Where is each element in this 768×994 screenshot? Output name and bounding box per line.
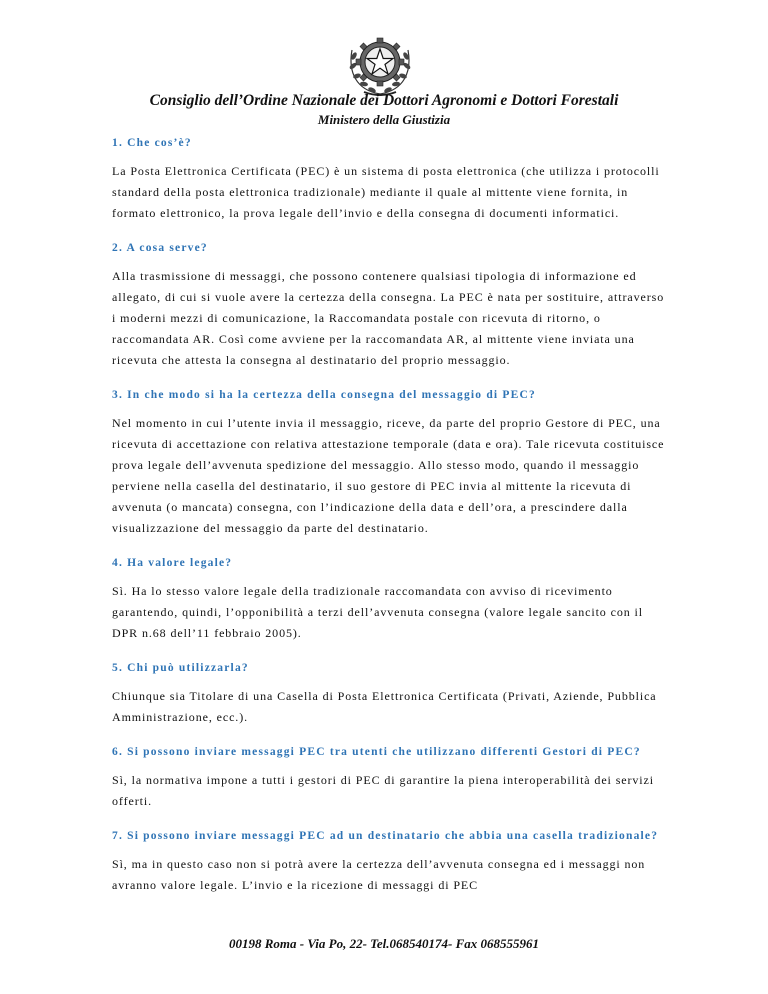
ministry-subtitle: Ministero della Giustizia [317,112,451,127]
section-heading: 2. A cosa serve? [112,242,208,254]
section-heading: 1. Che cos’è? [112,137,192,149]
section-body: La Posta Elettronica Certificata (PEC) è un sistema di posta elettronica (che utilizza i protocolli standard della posta elettronica tradizionale) mediante il quale al mittente viene fornita, in formato elettronico, la prova legale dell’invio e della consegna di documenti informatici. [112,164,660,220]
faq-section-5 [112,660,665,728]
section-body: Nel momento in cui l’utente invia il messaggio, riceve, da parte del proprio Gestore di PEC, una ricevuta di accettazione con relativa attestazione temporale (data e ora). Tale ricevuta costituisce prova legale dell’avvenuta spedizione del messaggio. Allo stesso modo, quando il messaggio perviene nella casella del destinatario, il suo gestore di PEC invia al mittente la ricevuta di avvenuta (o mancata) consegna, con l’indicazione della data e dell’ora, a prescindere dalla visualizzazione del messaggio da parte del destinatario. [112,416,665,535]
italian-republic-emblem-icon [330,28,430,98]
faq-section-3 [112,387,665,539]
section-heading: 6. Si possono inviare messaggi PEC tra utenti che utilizzano differenti Gestori di PEC? [112,746,641,758]
section-body: Sì, la normativa impone a tutti i gestori di PEC di garantire la piena interoperabilità dei servizi offerti. [112,773,654,808]
document-header [0,90,768,128]
organization-title: Consiglio dell’Ordine Nazionale dei Dottori Agronomi e Dottori Forestali [149,92,619,109]
faq-section-6 [112,744,665,812]
faq-section-1 [112,135,665,224]
faq-section-4 [112,555,665,644]
section-heading: 3. In che modo si ha la certezza della consegna del messaggio di PEC? [112,389,536,401]
section-body: Chiunque sia Titolare di una Casella di Posta Elettronica Certificata (Privati, Aziende, Pubblica Amministrazione, ecc.). [112,689,657,724]
section-heading: 4. Ha valore legale? [112,557,233,569]
document-footer: 00198 Roma - Via Po, 22- Tel.068540174- Fax 068555961 [228,936,540,951]
section-heading: 5. Chi può utilizzarla? [112,662,249,674]
faq-content [112,135,665,912]
section-body: Alla trasmissione di messaggi, che possono contenere qualsiasi tipologia di informazione ed allegato, di cui si vuole avere la certezza della consegna. La PEC è nata per sostituire, attraverso i moderni mezzi di comunicazione, la Raccomandata postale con ricevuta di ritorno, o raccomandata AR. Così come avviene per la raccomandata AR, al mittente viene inviata una ricevuta che attesta la consegna al destinatario del proprio messaggio. [112,269,665,367]
faq-section-2 [112,240,665,371]
section-heading: 7. Si possono inviare messaggi PEC ad un destinatario che abbia una casella tradizionale? [112,830,659,842]
section-body: Sì, ma in questo caso non si potrà avere la certezza dell’avvenuta consegna ed i messaggi non avranno valore legale. L’invio e la ricezione di messaggi di PEC [112,857,646,892]
faq-section-7 [112,828,665,896]
section-body: Sì. Ha lo stesso valore legale della tradizionale raccomandata con avviso di ricevimento garantendo, quindi, l’opponibilità a terzi dell’avvenuta consegna (valore legale sancito con il DPR n.68 dell’11 febbraio 2005). [112,584,644,640]
